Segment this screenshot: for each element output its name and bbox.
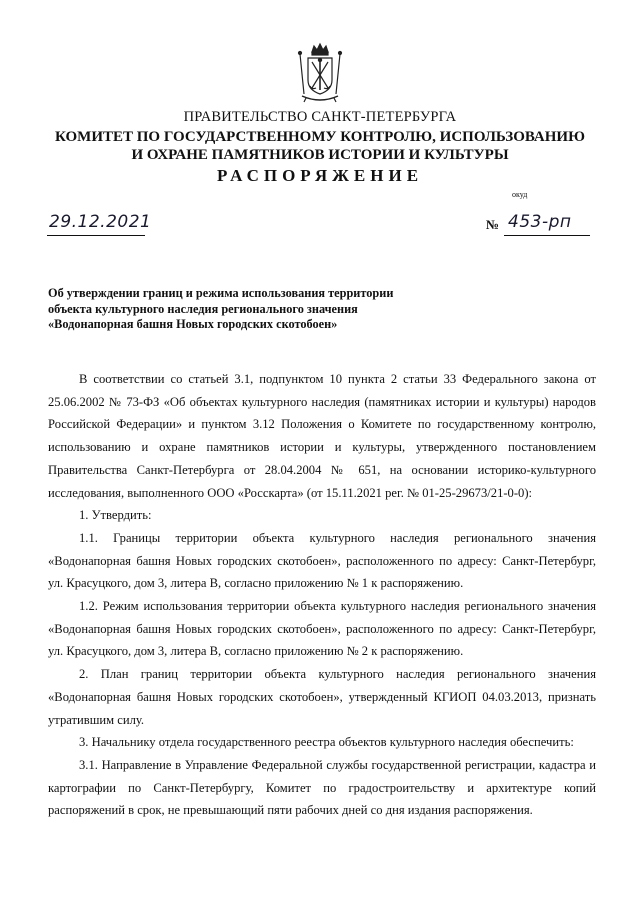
- subject-line-2: объекта культурного наследия регионального значения: [48, 301, 358, 316]
- government-name: ПРАВИТЕЛЬСТВО САНКТ-ПЕТЕРБУРГА: [183, 109, 457, 125]
- committee-line-2: И ОХРАНЕ ПАМЯТНИКОВ ИСТОРИИ И КУЛЬТУРЫ: [131, 147, 509, 163]
- number-sign: №: [486, 217, 500, 232]
- item-1: 1. Утвердить:: [79, 508, 152, 523]
- document-body: [48, 368, 596, 822]
- document-date: 29.12.2021: [49, 212, 152, 232]
- item-1-1: 1.1. Границы территории объекта культурного наследия регионального значения «Водонапорная башня Новых городских скотобоен», расположенного по адресу: Санкт-Петербург, ул. Красуцкого, дом 3, литера В, согласно приложению № 1 к распоряжению.: [48, 530, 596, 591]
- document-number: 453-рп: [508, 212, 572, 232]
- document-type-title: РАСПОРЯЖЕНИЕ: [216, 166, 424, 185]
- document-number-field: [486, 212, 590, 236]
- number-underline: [504, 235, 590, 236]
- st-petersburg-coat-of-arms-icon: [292, 42, 348, 104]
- committee-name: [0, 128, 640, 164]
- document-subject: [48, 286, 428, 333]
- date-underline: [47, 235, 145, 236]
- preamble-paragraph: В соответствии со статьей 3.1, подпунктом 10 пункта 2 статьи 33 Федерального закона от 25.06.2002 № 73-ФЗ «Об объектах культурного наследия (памятниках истории и культуры) народов Российской Федерации» и пунктом 3.12 Положения о Комитете по государственному контролю, использованию и охране памятников истории и культуры, утвержденного постановлением Правительства Санкт-Петербурга от 28.04.2004 № 651, на основании историко-культурного исследования, выполненного ООО «Росскарта» (от 15.11.2021 рег. № 01-25-29673/21-0-0):: [48, 372, 596, 500]
- document-date-field: [47, 212, 152, 236]
- item-2: 2. План границ территории объекта культурного наследия регионального значения «Водонапорная башня Новых городских скотобоен», утвержденный КГИОП 04.03.2013, признать утратившим силу.: [48, 667, 596, 727]
- subject-line-3: «Водонапорная башня Новых городских скотобоен»: [48, 317, 338, 331]
- item-3: 3. Начальнику отдела государственного реестра объектов культурного наследия обеспечить:: [79, 735, 574, 750]
- subject-line-1: Об утверждении границ и режима использования территории: [48, 286, 394, 300]
- item-1-2: 1.2. Режим использования территории объекта культурного наследия регионального значения «Водонапорная башня Новых городских скотобоен», расположенного по адресу: Санкт-Петербург, ул. Красуцкого, дом 3, литера В, согласно приложению № 2 к распоряжению.: [48, 599, 596, 659]
- okud-label: окуд: [512, 190, 528, 199]
- item-3-1: 3.1. Направление в Управление Федеральной службы государственной регистрации, кадастра и картографии по Санкт-Петербургу, Комитет по градостроительству и архитектуре копий распоряжений в срок, не превышающий пяти рабочих дней со дня издания распоряжения.: [48, 757, 596, 818]
- committee-line-1: КОМИТЕТ ПО ГОСУДАРСТВЕННОМУ КОНТРОЛЮ, ИСПОЛЬЗОВАНИЮ: [55, 129, 585, 145]
